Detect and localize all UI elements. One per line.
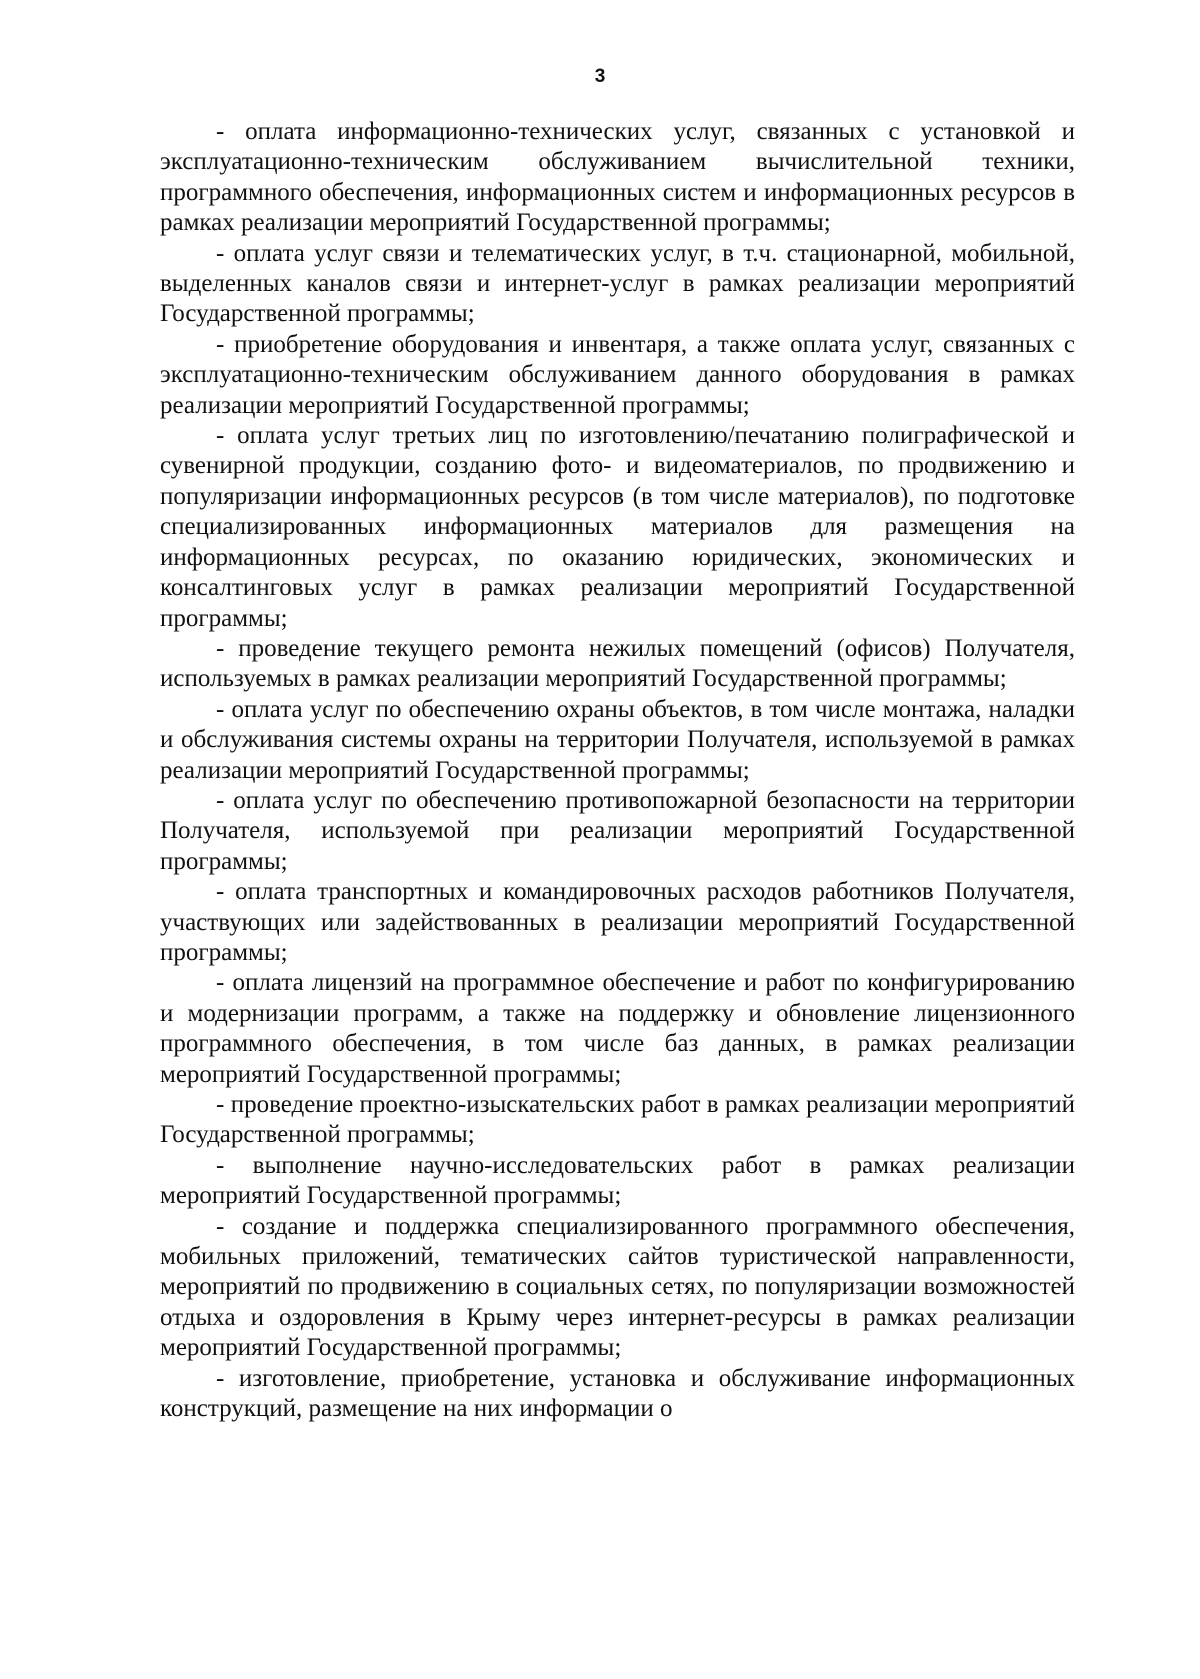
paragraph-design-survey: - проведение проектно-изыскательских работ в рамках реализации мероприятий Государственной программы; [160, 1091, 1075, 1149]
paragraph-software-creation: - создание и поддержка специализированного программного обеспечения, мобильных приложений, тематических сайтов туристической направленности, мероприятий по продвижению в социальных сетях, по популяризации возможностей отдыха и оздоровления в Крыму через интернет-ресурсы в рамках реализации мероприятий Государственной программы; [160, 1212, 1075, 1362]
paragraph-third-party-services: - оплата услуг третьих лиц по изготовлению/печатанию полиграфической и сувенирной продукции, созданию фото- и видеоматериалов, по продвижению и популяризации информационных ресурсов (в том числе материалов), по подготовке специализированных информационных материалов для размещения на информационных ресурсах, по оказанию юридических, экономических и консалтинговых услуг в рамках реализации мероприятий Государственной программы; [160, 422, 1075, 632]
paragraph-security-services: - оплата услуг по обеспечению охраны объектов, в том числе монтажа, наладки и обслуживания системы охраны на территории Получателя, используемой в рамках реализации мероприятий Государственной программы; [160, 695, 1075, 784]
paragraph-office-repair: - проведение текущего ремонта нежилых помещений (офисов) Получателя, используемых в рамках реализации мероприятий Государственной программы; [160, 634, 1075, 693]
paragraph-travel-expenses: - оплата транспортных и командировочных расходов работников Получателя, участвующих или задействованных в реализации мероприятий Государственной программы; [160, 878, 1075, 966]
paragraph-info-structures: - изготовление, приобретение, установка и обслуживание информационных конструкций, размещение на них информации о [160, 1364, 1075, 1423]
paragraph-research-work: - выполнение научно-исследовательских работ в рамках реализации мероприятий Государственной программы; [160, 1151, 1075, 1210]
paragraph-it-services: - оплата информационно-технических услуг, связанных с установкой и эксплуатационно-техническим обслуживанием вычислительной техники, программного обеспечения, информационных систем и информационных ресурсов в рамках реализации мероприятий Государственной программы; [160, 118, 1075, 237]
document-body [160, 117, 1075, 1424]
paragraph-software-licenses: - оплата лицензий на программное обеспечение и работ по конфигурированию и модернизации программ, а также на поддержку и обновление лицензионного программного обеспечения, в том числе баз данных, в рамках реализации мероприятий Государственной программы; [160, 969, 1075, 1088]
paragraph-fire-safety: - оплата услуг по обеспечению противопожарной безопасности на территории Получателя, используемой при реализации мероприятий Государственной программы; [160, 786, 1075, 875]
page-number: 3 [594, 66, 606, 87]
paragraph-communication-services: - оплата услуг связи и телематических услуг, в т.ч. стационарной, мобильной, выделенных каналов связи и интернет-услуг в рамках реализации мероприятий Государственной программы; [160, 239, 1075, 328]
paragraph-equipment-purchase: - приобретение оборудования и инвентаря, а также оплата услуг, связанных с эксплуатационно-техническим обслуживанием данного оборудования в рамках реализации мероприятий Государственной программы; [160, 330, 1075, 419]
